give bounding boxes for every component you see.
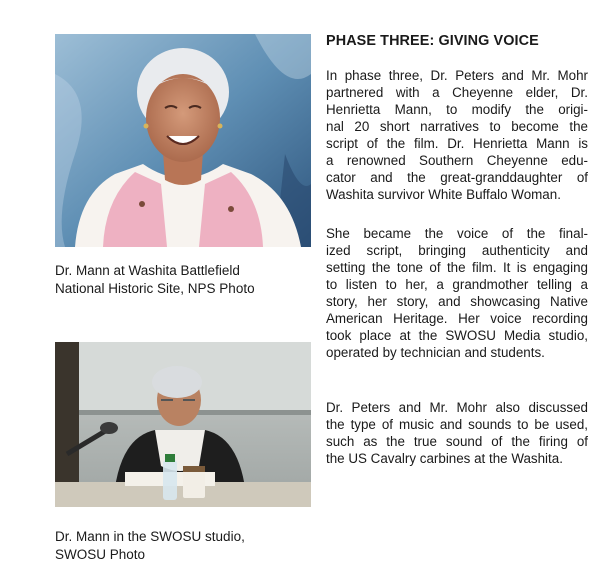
section-heading: PHASE THREE: GIVING VOICE — [326, 33, 539, 49]
text-line: She became the voice of the final- — [326, 226, 588, 241]
paragraph-voice — [326, 225, 588, 361]
caption-line: Dr. Mann in the SWOSU studio, — [55, 529, 245, 544]
text-line: Washita survivor White Buffalo Woman. — [326, 187, 561, 202]
caption-line: Dr. Mann at Washita Battlefield — [55, 263, 240, 278]
text-line: operated by technician and students. — [326, 345, 545, 360]
text-line: the US Cavalry carbines at the Washita. — [326, 451, 563, 466]
text-line: setting the tone of the film. It is engaging — [326, 260, 588, 275]
caption-line: National Historic Site, NPS Photo — [55, 281, 255, 296]
photo-mann-studio — [55, 342, 311, 507]
portrait-image — [55, 34, 311, 247]
text-line: story, her story, and showcasing Native — [326, 294, 588, 309]
paragraph-phase-three — [326, 67, 588, 203]
text-line: Dr. Peters and Mr. Mohr also discussed — [326, 400, 588, 415]
photo-mann-washita — [55, 34, 311, 247]
text-line: such as the true sound of the firing of — [326, 434, 588, 449]
paragraph-music — [326, 399, 588, 467]
text-line: to listen to her, a grandmother telling a — [326, 277, 588, 292]
text-line: partnered with a Cheyenne elder, Dr. — [326, 85, 588, 100]
text-line: ized script, bringing authenticity and — [326, 243, 588, 258]
text-line: took place at the SWOSU Media studio, — [326, 328, 588, 343]
photo-caption-studio — [55, 528, 295, 564]
text-line: In phase three, Dr. Peters and Mr. Mohr — [326, 68, 588, 83]
text-line: nal 20 short narratives to become the — [326, 119, 588, 134]
caption-line: SWOSU Photo — [55, 547, 146, 562]
text-line: cator and the great-granddaughter of — [326, 170, 588, 185]
photo-caption-washita — [55, 262, 295, 298]
studio-image — [55, 342, 311, 507]
text-line: a renowned Southern Cheyenne edu- — [326, 153, 588, 168]
text-line: American Heritage. Her voice recording — [326, 311, 588, 326]
text-line: Henrietta Mann, to modify the origi- — [326, 102, 588, 117]
text-line: the type of music and sounds to be used, — [326, 417, 588, 432]
text-line: script of the film. Dr. Henrietta Mann is — [326, 136, 588, 151]
